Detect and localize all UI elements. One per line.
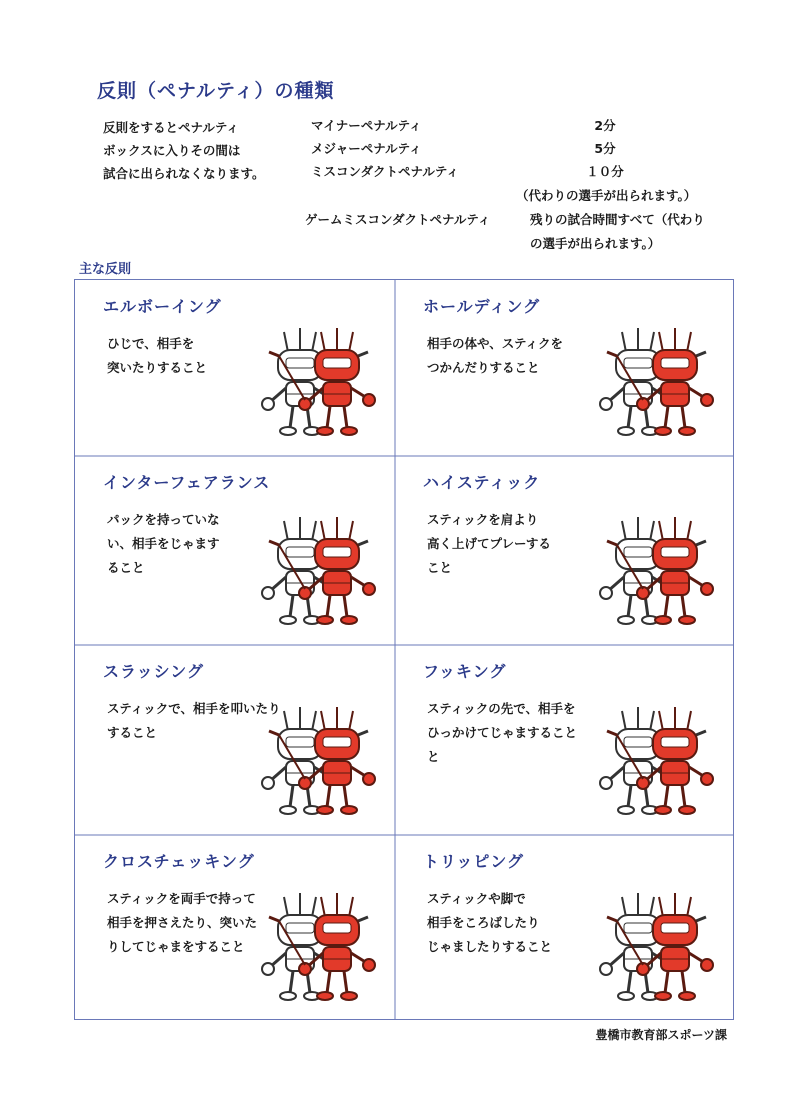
foul-description (427, 697, 577, 769)
footer-credit: 豊橋市教育部スポーツ課 (595, 1028, 727, 1042)
foul-description-line: スティックで、相手を叩いたり (107, 701, 281, 716)
main-fouls-heading: 主な反則 (79, 262, 132, 277)
page-title: 反則（ペナルティ）の種類 (97, 80, 335, 102)
foul-title: クロスチェッキング (103, 852, 255, 871)
foul-title: トリッピング (423, 852, 525, 871)
foul-description-line: パックを持っていな (107, 512, 220, 527)
elbowing-robots-illustration (255, 316, 385, 446)
penalty-name: ミスコンダクトペナルティ (311, 164, 459, 179)
foul-title: ハイスティック (423, 473, 541, 492)
foul-card (75, 456, 395, 645)
penalty-name: マイナーペナルティ (311, 118, 422, 133)
foul-description (427, 332, 563, 380)
interference-robots-illustration (255, 505, 385, 635)
foul-card (75, 645, 395, 835)
foul-title: フッキング (423, 662, 507, 681)
foul-title: インターフェアランス (103, 473, 271, 492)
foul-title: ホールディング (423, 297, 541, 316)
penalty-time: 5分 (594, 141, 616, 156)
foul-description-line: ひっかけてじゃますること (427, 725, 578, 740)
foul-description-line: 相手の体や、スティクを (427, 336, 564, 351)
foul-description-line: スティックや脚で (427, 891, 526, 906)
penalty-time: 2分 (594, 118, 616, 133)
foul-card (75, 835, 395, 1021)
foul-description-line: い、相手をじゃます (107, 536, 220, 551)
foul-card (395, 645, 733, 835)
intro-text (103, 116, 265, 185)
penalty-name: ゲームミスコンダクトペナルティ (305, 212, 491, 227)
foul-description-line: スティックを肩より (427, 512, 539, 527)
intro-line: ボックスに入りその間は (103, 143, 241, 158)
foul-description (107, 508, 220, 580)
foul-card (395, 835, 733, 1021)
cross-checking-robots-illustration (255, 881, 385, 1011)
foul-title: スラッシング (103, 662, 204, 681)
fouls-grid (74, 279, 734, 1020)
penalty-time: １０分 (586, 164, 624, 179)
foul-description-line: スティックの先で、相手を (427, 701, 576, 716)
intro-line: 反則をするとペナルティ (103, 120, 239, 135)
foul-description-line: 高く上げてプレーする (427, 536, 551, 551)
tripping-robots-illustration (593, 881, 723, 1011)
foul-description-line: スティックを両手で持って (107, 891, 256, 906)
foul-description-line: ひじで、相手を (107, 336, 195, 351)
foul-description-line: 突いたりすること (107, 360, 208, 375)
penalty-time: の選手が出られます。） (530, 236, 661, 251)
foul-description-line: 相手をころばしたり (427, 915, 540, 930)
foul-card (395, 456, 733, 645)
foul-title: エルボーイング (103, 297, 222, 316)
foul-description-line: じゃましたりすること (427, 939, 553, 954)
slashing-robots-illustration (255, 695, 385, 825)
foul-description (107, 887, 257, 959)
foul-card (75, 280, 395, 456)
foul-description-line: と (427, 749, 440, 764)
foul-description-line: 相手を押さえたり、突いた (107, 915, 258, 930)
foul-description-line: つかんだりすること (427, 360, 540, 375)
holding-robots-illustration (593, 316, 723, 446)
penalty-note: （代わりの選手が出られます。） (516, 188, 697, 203)
penalty-name: メジャーペナルティ (311, 141, 422, 156)
foul-description-line: ること (107, 560, 145, 575)
foul-description-line: りしてじゃまをすること (107, 939, 245, 954)
foul-description (427, 508, 551, 580)
high-stick-robots-illustration (593, 505, 723, 635)
foul-card (395, 280, 733, 456)
foul-description-line: こと (427, 560, 453, 575)
penalty-time: 残りの試合時間すべて（代わり (530, 212, 705, 227)
foul-description (107, 332, 207, 380)
foul-description-line: すること (107, 725, 158, 740)
foul-description (427, 887, 552, 959)
hooking-robots-illustration (593, 695, 723, 825)
intro-line: 試合に出られなくなります。 (103, 166, 265, 181)
